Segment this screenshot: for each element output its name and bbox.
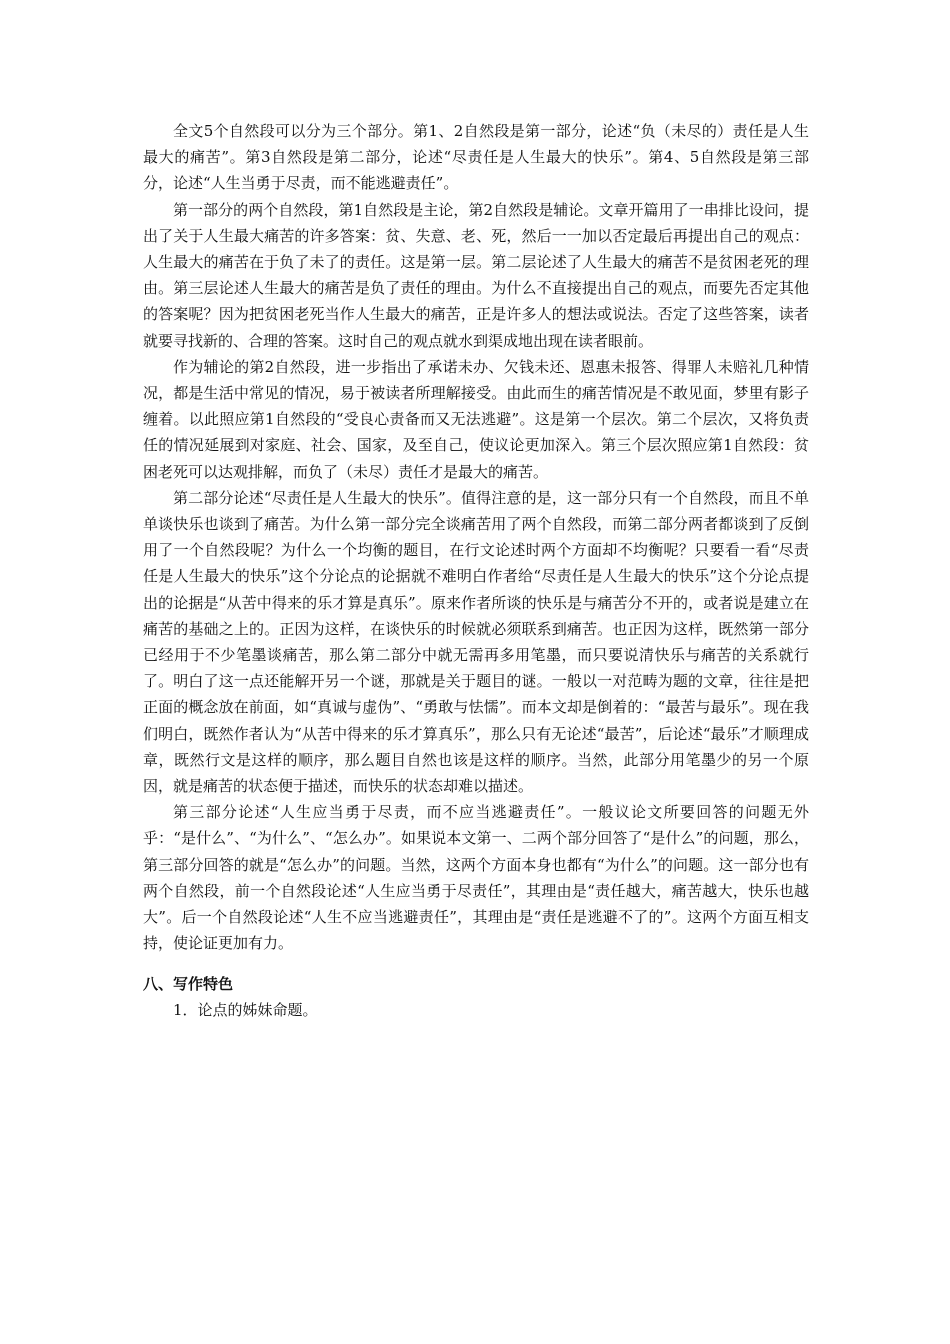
paragraph-structure-overview: 全文5个自然段可以分为三个部分。第1、2自然段是第一部分，论述“负（未尽的）责任是人生最大的痛苦”。第3自然段是第二部分，论述“尽责任是人生最大的快乐”。第4、5自然段是第三部分，论述“人生当勇于尽责，而不能逃避责任”。	[143, 122, 809, 193]
list-item-sister-propositions: 1．论点的姊妹命题。	[173, 1000, 318, 1019]
paragraph-part-one-supporting: 作为辅论的第2自然段，进一步指出了承诺未办、欠钱未还、恩惠未报答、得罪人未赔礼几种情况，都是生活中常见的情况，易于被读者所理解接受。由此而生的痛苦情况是不敢见面，梦里有影子缠着。以此照应第1自然段的“受良心责备而又无法逃避”。这是第一个层次。第二个层次，又将负责任的情况延展到对家庭、社会、国家，及至自己，使议论更加深入。第三个层次照应第1自然段：贫困老死可以达观排解，而负了（未尽）责任才是最大的痛苦。	[143, 357, 809, 481]
document-body	[143, 118, 809, 1023]
paragraph-part-three-analysis: 第三部分论述“人生应当勇于尽责，而不应当逃避责任”。一般议论文所要回答的问题无外乎：“是什么”、“为什么”、“怎么办”。如果说本文第一、二两个部分回答了“是什么”的问题，那么，第三部分回答的就是“怎么办”的问题。当然，这两个方面本身也都有“为什么”的问题。这一部分也有两个自然段，前一个自然段论述“人生应当勇于尽责任”，其理由是“责任越大，痛苦越大，快乐也越大”。后一个自然段论述“人生不应当逃避责任”，其理由是“责任是逃避不了的”。这两个方面互相支持，使论证更加有力。	[143, 803, 809, 953]
section-heading-writing-features: 八、写作特色	[143, 974, 234, 993]
paragraph-part-two-analysis: 第二部分论述“尽责任是人生最大的快乐”。值得注意的是，这一部分只有一个自然段，而且不单单谈快乐也谈到了痛苦。为什么第一部分完全谈痛苦用了两个自然段，而第二部分两者都谈到了反倒用了一个自然段呢？为什么一个均衡的题目，在行文论述时两个方面却不均衡呢？只要看一看“尽责任是人生最大的快乐”这个分论点的论据就不难明白作者给“尽责任是人生最大的快乐”这个分论点提出的论据是“从苦中得来的乐才算是真乐”。原来作者所谈的快乐是与痛苦分不开的，或者说是建立在痛苦的基础之上的。正因为这样，在谈快乐的时候就必须联系到痛苦。也正因为这样，既然第一部分已经用于不少笔墨谈痛苦，那么第二部分中就无需再多用笔墨，而只要说清快乐与痛苦的关系就行了。明白了这一点还能解开另一个谜，那就是关于题目的谜。一般以一对范畴为题的文章，往往是把正面的概念放在前面，如“真诚与虚伪”、“勇敢与怯懦”。而本文却是倒着的：“最苦与最乐”。现在我们明白，既然作者认为“从苦中得来的乐才算真乐”，那么只有无论述“最苦”，后论述“最乐”才顺理成章，既然行文是这样的顺序，那么题目自然也该是这样的顺序。当然，此部分用笔墨少的另一个原因，就是痛苦的状态便于描述，而快乐的状态却难以描述。	[143, 488, 809, 796]
paragraph-part-one-analysis: 第一部分的两个自然段，第1自然段是主论，第2自然段是辅论。文章开篇用了一串排比设问，提出了关于人生最大痛苦的许多答案：贫、失意、老、死，然后一一加以否定最后再提出自己的观点：人生最大的痛苦在于负了未了的责任。这是第一层。第二层论述了人生最大的痛苦不是贫困老死的理由。第三层论述人生最大的痛苦是负了责任的理由。为什么不直接提出自己的观点，而要先否定其他的答案呢？因为把贫困老死当作人生最大的痛苦，正是许多人的想法或说法。否定了这些答案，读者就要寻找新的、合理的答案。这时自己的观点就水到渠成地出现在读者眼前。	[143, 200, 809, 350]
